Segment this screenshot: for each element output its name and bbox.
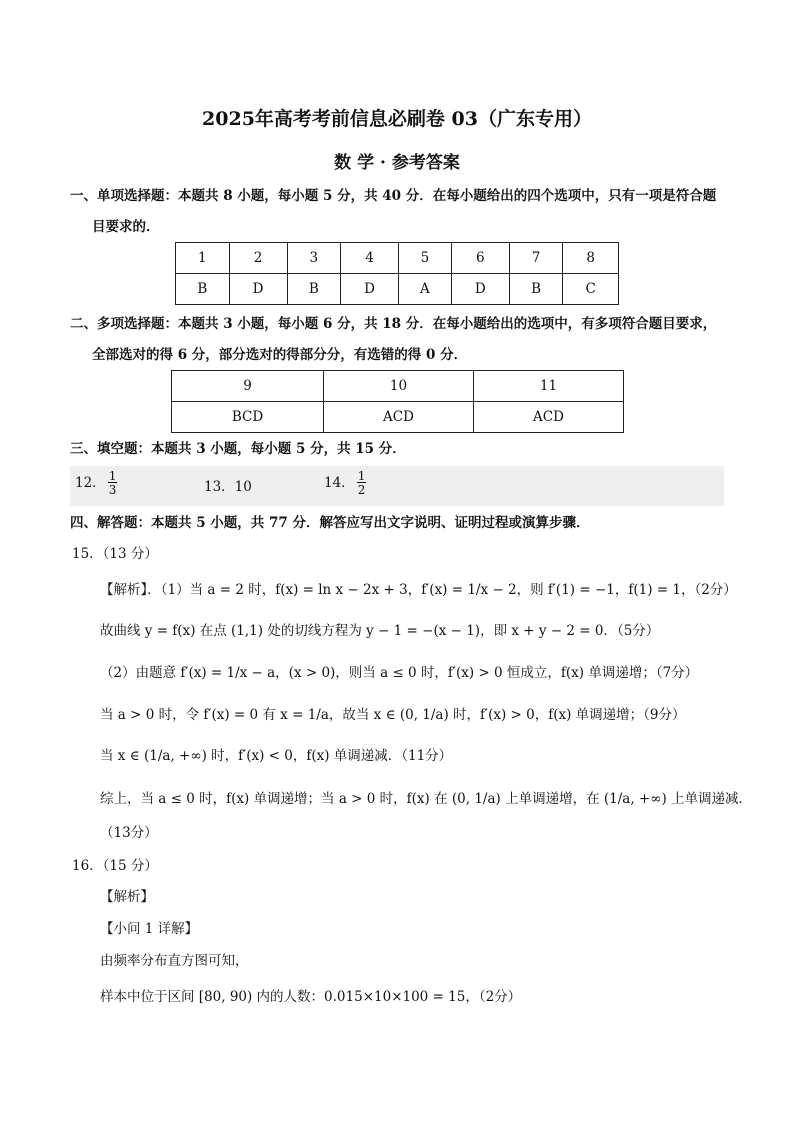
table-cell: 4: [341, 243, 399, 274]
table-row-answers: [176, 274, 619, 305]
table-cell: 10: [323, 371, 473, 402]
table-cell: B: [509, 274, 563, 305]
q16-label: 16．（15 分）: [72, 858, 158, 874]
q14-fraction: [357, 470, 367, 496]
section3-heading: 三、填空题：本题共 3 小题，每小题 5 分，共 15 分．: [70, 441, 406, 457]
table-cell: 7: [509, 243, 563, 274]
q15-solution-line: （2）由题意 f′(x) = 1/x − a，(x > 0)，则当 a ≤ 0 时，f′(x) > 0 恒成立，f(x) 单调递增；（7分）: [100, 665, 699, 681]
q12-label: 12．: [75, 475, 106, 491]
denominator: 3: [108, 483, 117, 497]
table-cell: A: [399, 274, 452, 305]
table-cell: B: [287, 274, 341, 305]
section2-heading-line1: 二、多项选择题：本题共 3 小题，每小题 6 分，共 18 分．在每小题给出的选项中，有多项符合题目要求，: [70, 316, 717, 332]
table-cell: D: [341, 274, 399, 305]
q15-solution-line: 【解析】．（1）当 a = 2 时，f(x) = ln x − 2x + 3，f′(x) = 1/x − 2，则 f′(1) = −1，f(1) = 1，（2分）: [100, 582, 737, 598]
fill-in-answers-band: [70, 466, 724, 506]
denominator: 2: [357, 483, 366, 497]
q15-label: 15．（13 分）: [72, 546, 158, 562]
answer-q14: [324, 470, 368, 496]
numerator: 1: [357, 469, 366, 483]
q16-solution-line: 样本中位于区间 [80, 90) 内的人数：0.015×10×100 = 15，（2分）: [100, 989, 522, 1005]
table-cell: 2: [229, 243, 287, 274]
q12-fraction: [108, 470, 118, 496]
answer-q13: 13．10: [204, 479, 252, 495]
single-choice-answer-table: [175, 242, 619, 305]
table-cell: 8: [563, 243, 619, 274]
section2-heading-line2: 全部选对的得 6 分，部分选对的得部分分，有选错的得 0 分．: [92, 347, 468, 363]
table-cell: ACD: [323, 402, 473, 433]
table-row-numbers: [172, 371, 624, 402]
q15-solution-line: （13分）: [100, 825, 158, 841]
table-cell: BCD: [172, 402, 324, 433]
q15-solution-line: 当 a > 0 时，令 f′(x) = 0 有 x = 1/a，故当 x ∈ (0, 1/a) 时，f′(x) > 0，f(x) 单调递增；（9分）: [100, 707, 686, 723]
section1-heading-line2: 目要求的．: [92, 219, 160, 235]
page-subtitle: 数 学 · 参考答案: [334, 153, 460, 173]
table-row-answers: [172, 402, 624, 433]
q15-solution-line: 当 x ∈ (1/a, +∞) 时，f′(x) < 0，f(x) 单调递减．（11分）: [100, 748, 453, 764]
table-cell: C: [563, 274, 619, 305]
table-cell: 6: [451, 243, 509, 274]
table-cell: 5: [399, 243, 452, 274]
table-cell: B: [176, 274, 230, 305]
table-cell: D: [229, 274, 287, 305]
numerator: 1: [108, 469, 117, 483]
page-title: 2025年高考考前信息必刷卷 03（广东专用）: [202, 108, 592, 130]
q15-solution-line: 故曲线 y = f(x) 在点 (1,1) 处的切线方程为 y − 1 = −(x − 1)，即 x + y − 2 = 0．（5分）: [100, 623, 660, 639]
section1-heading-line1: 一、单项选择题：本题共 8 小题，每小题 5 分，共 40 分．在每小题给出的四个选项中，只有一项是符合题: [70, 188, 717, 204]
table-row-numbers: [176, 243, 619, 274]
table-cell: D: [451, 274, 509, 305]
q16-solution-line: 【小问 1 详解】: [100, 921, 199, 937]
table-cell: 1: [176, 243, 230, 274]
section4-heading: 四、解答题：本题共 5 小题，共 77 分．解答应写出文字说明、证明过程或演算步骤．: [70, 515, 590, 531]
table-cell: 3: [287, 243, 341, 274]
table-cell: ACD: [473, 402, 623, 433]
q14-label: 14．: [324, 475, 355, 491]
q16-solution-line: 【解析】: [100, 889, 154, 905]
q16-solution-line: 由频率分布直方图可知，: [100, 953, 249, 969]
multi-choice-answer-table: [171, 370, 624, 433]
q15-solution-line: 综上，当 a ≤ 0 时，f(x) 单调递增；当 a > 0 时，f(x) 在 (0, 1/a) 上单调递增，在 (1/a, +∞) 上单调递减．: [100, 791, 753, 807]
answer-q12: [75, 470, 119, 496]
table-cell: 9: [172, 371, 324, 402]
table-cell: 11: [473, 371, 623, 402]
